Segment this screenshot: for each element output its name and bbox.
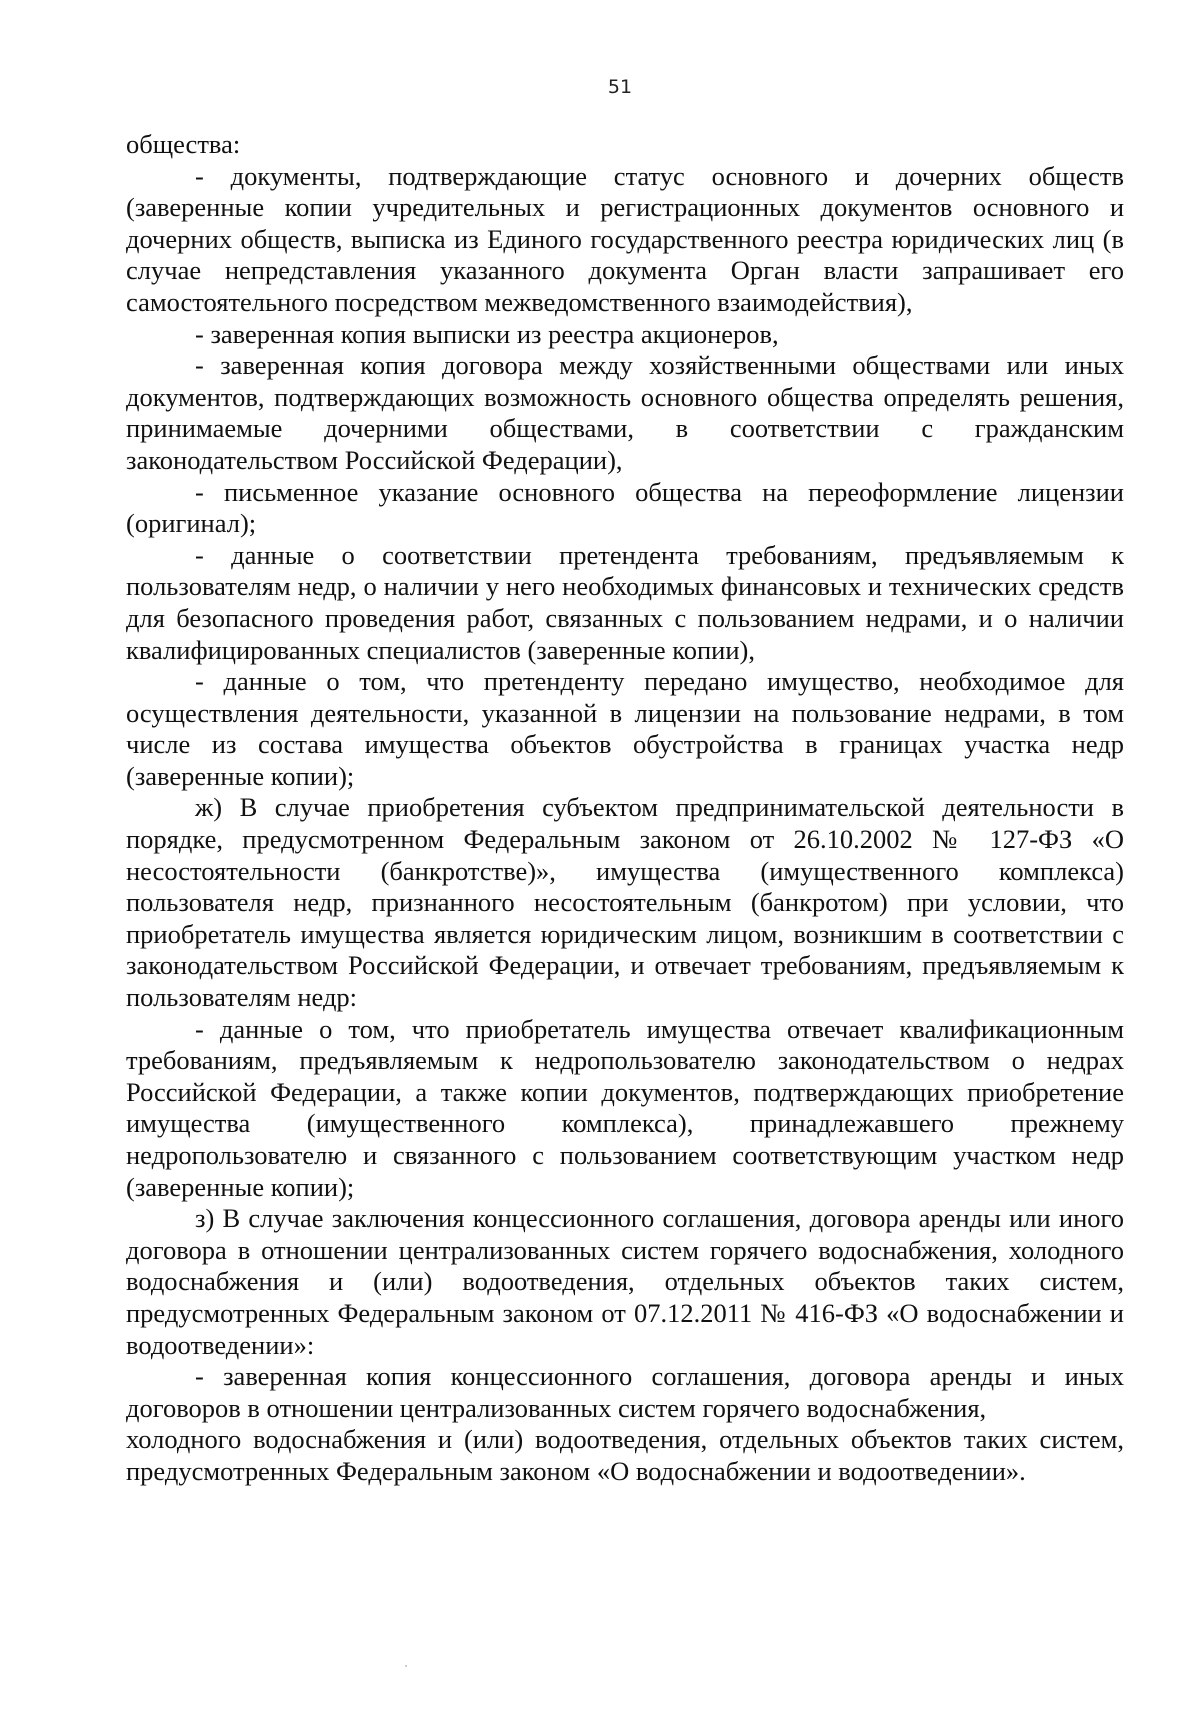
page-number: 51 — [607, 76, 633, 98]
paragraph-applicant-compliance: - данные о соответствии претендента требованиям, предъявляемым к пользователям недр, о наличии у него необходимых финансовых и технических средств для безопасного проведения работ, связанных с пользованием недрами, и о наличии квалифицированных специалистов (заверенные копии), — [126, 539, 1124, 665]
paragraph-shareholder-register: - заверенная копия выписки из реестра акционеров, — [195, 318, 779, 349]
paragraph-water-systems: холодного водоснабжения и (или) водоотведения, отдельных объектов таких систем, предусмотренных Федеральным законом «О водоснабжении и водоотведении». — [126, 1424, 1124, 1486]
paragraph-property-transfer: - данные о том, что претенденту передано имущество, необходимое для осуществления деятельности, указанной в лицензии на пользование недрами, в том числе из состава имущества объектов обустройства в границах участка недр (заверенные копии); — [126, 666, 1124, 791]
paragraph-status-documents: - документы, подтверждающие статус основного и дочерних обществ (заверенные копии учредительных и регистрационных документов основного и дочерних обществ, выписка из Единого государственного реестра юридических лиц (в случае непредставления указанного документа Орган власти запрашивает его самостоятельного посредством межведомственного взаимодействия), — [126, 160, 1124, 317]
paragraph-concession-copy: - заверенная копия концессионного соглашения, договора аренды и иных договоров в отношении централизованных систем горячего водоснабжения, — [126, 1361, 1124, 1423]
paragraph-company-agreement: - заверенная копия договора между хозяйственными обществами или иных документов, подтверждающих возможность основного общества определять решения, принимаемые дочерними обществами, в соответствии с гражданским законодательством Российской Федерации), — [126, 350, 1124, 475]
paragraph-concession-agreement: з) В случае заключения концессионного соглашения, договора аренды или иного договора в отношении централизованных систем горячего водоснабжения, холодного водоснабжения и (или) водоотведения, отдельных объектов таких систем, предусмотренных Федеральным законом от 07.12.2011 № 416-ФЗ «О водоснабжении и водоотведении»: — [126, 1203, 1124, 1360]
document-body — [126, 129, 1124, 1488]
paragraph-bankruptcy-acquisition: ж) В случае приобретения субъектом предпринимательской деятельности в порядке, предусмотренном Федеральным законом от 26.10.2002 № 127-ФЗ «О несостоятельности (банкротстве)», имущества (имущественного комплекса) пользователя недр, признанного несостоятельным (банкротом) при условии, что приобретатель имущества является юридическим лицом, возникшим в соответствии с законодательством Российской Федерации, и отвечает требованиям, предъявляемым к пользователям недр: — [126, 792, 1124, 1013]
paragraph-continuation: общества: — [126, 129, 241, 159]
scan-speck — [405, 1665, 407, 1667]
paragraph-acquirer-qualification: - данные о том, что приобретатель имущества отвечает квалификационным требованиям, предъявляемым к недропользователю законодательством о недрах Российской Федерации, а также копии документов, подтверждающих приобретение имущества (имущественного комплекса), принадлежавшего прежнему недропользователю и связанного с пользованием соответствующим участком недр (заверенные копии); — [126, 1013, 1124, 1202]
paragraph-written-instruction: - письменное указание основного общества на переоформление лицензии (оригинал); — [126, 476, 1124, 539]
